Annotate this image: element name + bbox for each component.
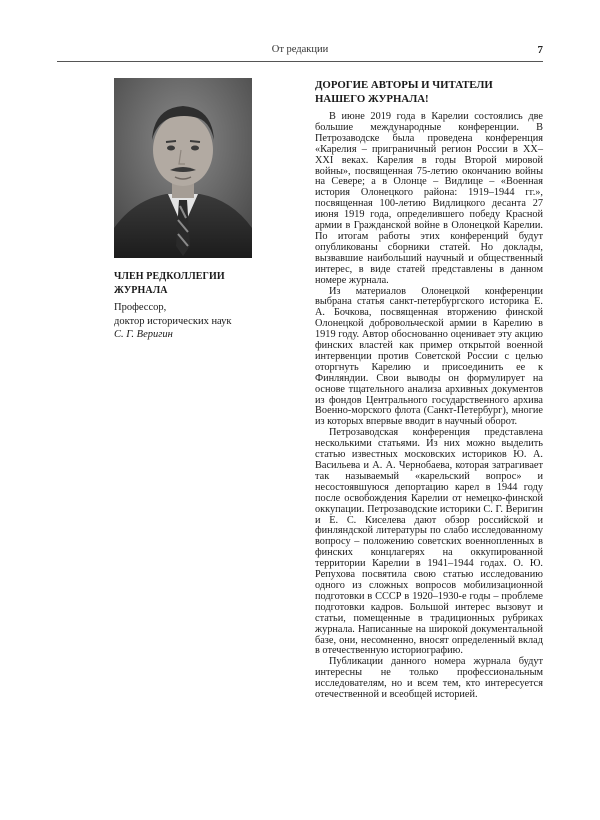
title-line: НАШЕГО ЖУРНАЛА!: [315, 92, 429, 105]
page-number: 7: [537, 44, 543, 56]
author-credentials: [114, 301, 264, 342]
author-name: С. Г. Веригин: [114, 329, 173, 340]
running-header-title: От редакции: [271, 44, 329, 55]
article-body: [315, 112, 543, 701]
article-paragraph: Публикации данного номера журнала будут интересны не только профессиональным исследователям, но и всем тем, кто интересуется отечественной и всеобщей историей.: [315, 656, 543, 701]
heading-line: ЖУРНАЛА: [114, 284, 168, 296]
author-degree: доктор исторических наук: [114, 315, 232, 327]
article-title: [315, 79, 543, 106]
editorial-article: [315, 79, 543, 701]
editorial-board-heading: [114, 270, 264, 297]
heading-line: ЧЛЕН РЕДКОЛЛЕГИИ: [114, 271, 225, 282]
author-portrait-photo: [114, 78, 252, 258]
article-paragraph: В июне 2019 года в Карелии состоялись две большие международные конференции. В Петрозаводске была проведена конференция «Карелия – приграничный регион России в XX–XXI веках. Карелия в годы Второй мировой войны», посвященная 75-летию окончанию войны на Севере; а в Олонце – Видлице – «Военная история Олонецкого района: 1919–1944 гг.», посвященная 100-летию Видлицкого десанта 27 июня 1919 года, определившего победу Красной армии в Гражданской войне в Олонецкой Карелии. По итогам работы этих конференций будут опубликованы сборники статей. Но доклады, вызвавшие наибольший научный и общественный интерес, в виде статей представлены в данном номере журнала.: [315, 111, 543, 286]
title-line: ДОРОГИЕ АВТОРЫ И ЧИТАТЕЛИ: [315, 79, 493, 91]
header-divider: [57, 61, 543, 62]
sidebar-author-info: [114, 270, 264, 342]
article-paragraph: Петрозаводская конференция представлена несколькими статьями. Из них можно выделить статью известных московских историков Ю. А. Васильева и А. А. Чернобаева, которая затрагивает так называемый «карельский вопрос» и несостоявшуюся депортацию карел в 1944 году после освобождения Карелии от немецко-финской оккупации. Петрозаводские историки С. Г. Веригин и Е. С. Киселева дают обзор российской и финляндской литературы по слабо исследованному вопросу – положению советских военнопленных в финских концлагерях на оккупированной территории Карелии в 1941–1944 годах. О. Ю. Репухова посвятила свою статью исследованию одного из сложных вопросов мобилизационной подготовки в СССР в 1920–1930-е годы – проблеме подготовки кадров. Большой интерес вызовут и статьи, помещенные в традиционных рубриках журнала. Написанные на широкой документальной базе, они, несомненно, вносят определенный вклад в отечественную историографию.: [315, 427, 543, 657]
author-title: Профессор,: [114, 302, 167, 313]
portrait-illustration: [114, 78, 252, 258]
article-paragraph: Из материалов Олонецкой конференции выбрана статья санкт-петербургского историка Е. А. Бочкова, посвященная вторжению финской Олонецкой добровольческой армии в Карелию в 1919 году. Автор обоснованно оценивает эту акцию финских властей как пример открытой военной интервенции против Советской России с целью оторгнуть Карелию и присоединить ее к Финляндии. Свои выводы он формулирует на основе тщательного анализа архивных документов из фондов Центрального государственного архива Военно-морского флота (Санкт-Петербург), многие из которых впервые вводит в научный оборот.: [315, 285, 543, 428]
